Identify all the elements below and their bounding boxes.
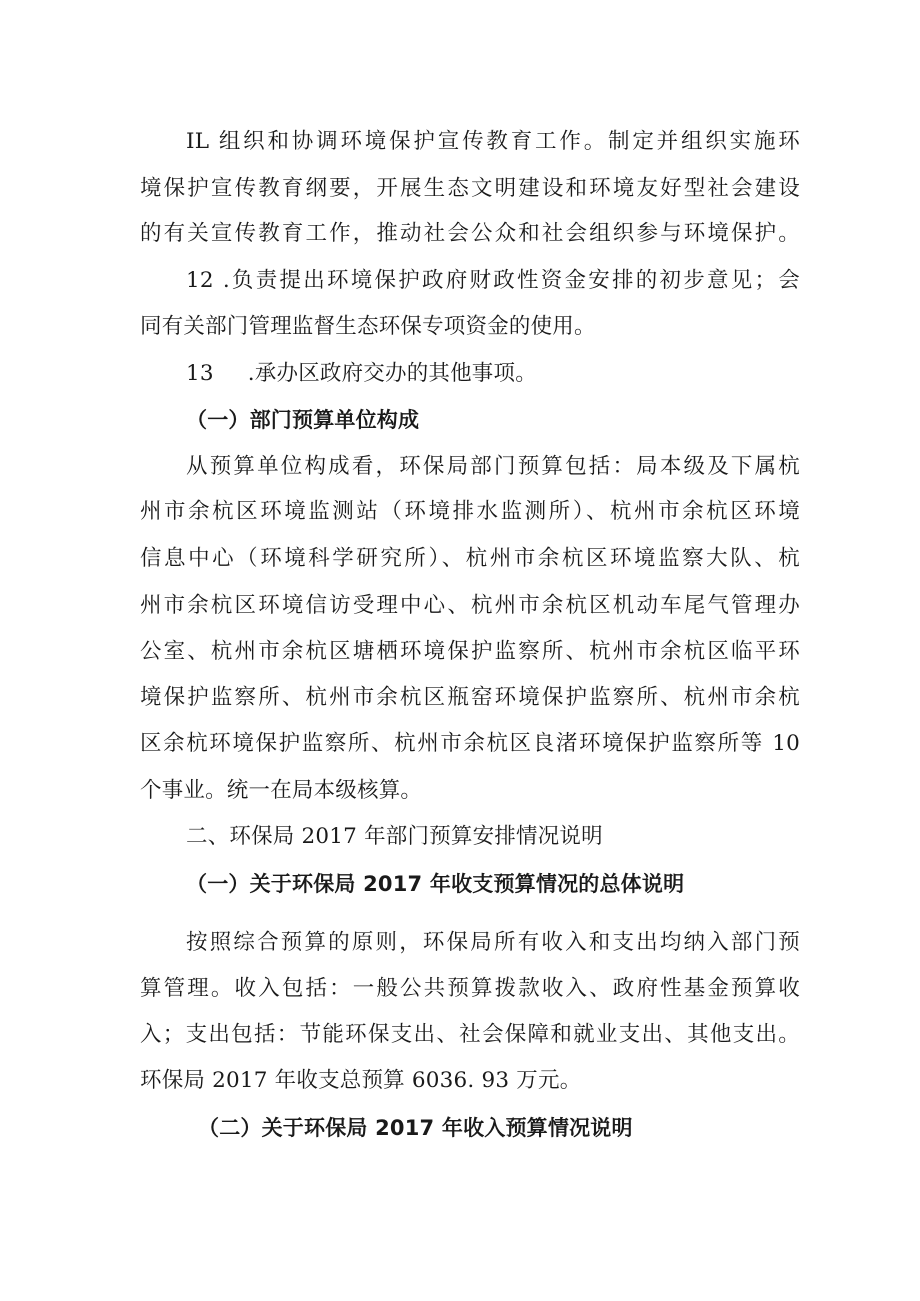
heading-budget-units: （一）部门预算单位构成 [186, 408, 420, 432]
units-line-8: 个事业。统一在局本级核算。 [140, 778, 423, 803]
overall-line-4: 环保局 2017 年收支总预算 6036. 93 万元。 [140, 1068, 582, 1093]
units-line-2: 州市余杭区环境监测站（环境排水监测所）、杭州市余杭区环境 [140, 499, 800, 524]
section-2-title: 二、环保局 2017 年部门预算安排情况说明 [186, 824, 603, 849]
item-12-line-2: 同有关部门管理监督生态环保专项资金的使用。 [140, 314, 596, 339]
units-line-1: 从预算单位构成看，环保局部门预算包括：局本级及下属杭 [186, 454, 800, 479]
item-11-line-3: 的有关宣传教育工作，推动社会公众和社会组织参与环境保护。 [140, 221, 800, 246]
item-13-number: 13 [186, 361, 214, 386]
item-13 [186, 356, 800, 392]
item-11-line-1: IL 组织和协调环境保护宣传教育工作。制定并组织实施环 [186, 129, 800, 154]
units-line-7: 区余杭环境保护监察所、杭州市余杭区良渚环境保护监察所等 10 [140, 731, 800, 756]
heading-income-budget: （二）关于环保局 2017 年收入预算情况说明 [198, 1116, 633, 1140]
item-13-text: .承办区政府交办的其他事项。 [247, 361, 537, 386]
units-line-6: 境保护监察所、杭州市余杭区瓶窑环境保护监察所、杭州市余杭 [140, 685, 800, 710]
units-line-4: 州市余杭区环境信访受理中心、杭州市余杭区机动车尾气管理办 [140, 593, 800, 618]
overall-line-3: 入；支出包括：节能环保支出、社会保障和就业支出、其他支出。 [140, 1022, 800, 1047]
units-line-3: 信息中心（环境科学研究所）、杭州市余杭区环境监察大队、杭 [140, 546, 800, 571]
units-line-5: 公室、杭州市余杭区塘栖环境保护监察所、杭州市余杭区临平环 [140, 639, 800, 664]
item-11-line-2: 境保护宣传教育纲要，开展生态文明建设和环境友好型社会建设 [140, 176, 800, 201]
item-12-line-1: 12 .负责提出环境保护政府财政性资金安排的初步意见；会 [186, 268, 800, 293]
overall-line-1: 按照综合预算的原则，环保局所有收入和支出均纳入部门预 [186, 930, 800, 955]
heading-overall-budget: （一）关于环保局 2017 年收支预算情况的总体说明 [186, 872, 685, 896]
overall-line-2: 算管理。收入包括：一般公共预算拨款收入、政府性基金预算收 [140, 976, 800, 1001]
